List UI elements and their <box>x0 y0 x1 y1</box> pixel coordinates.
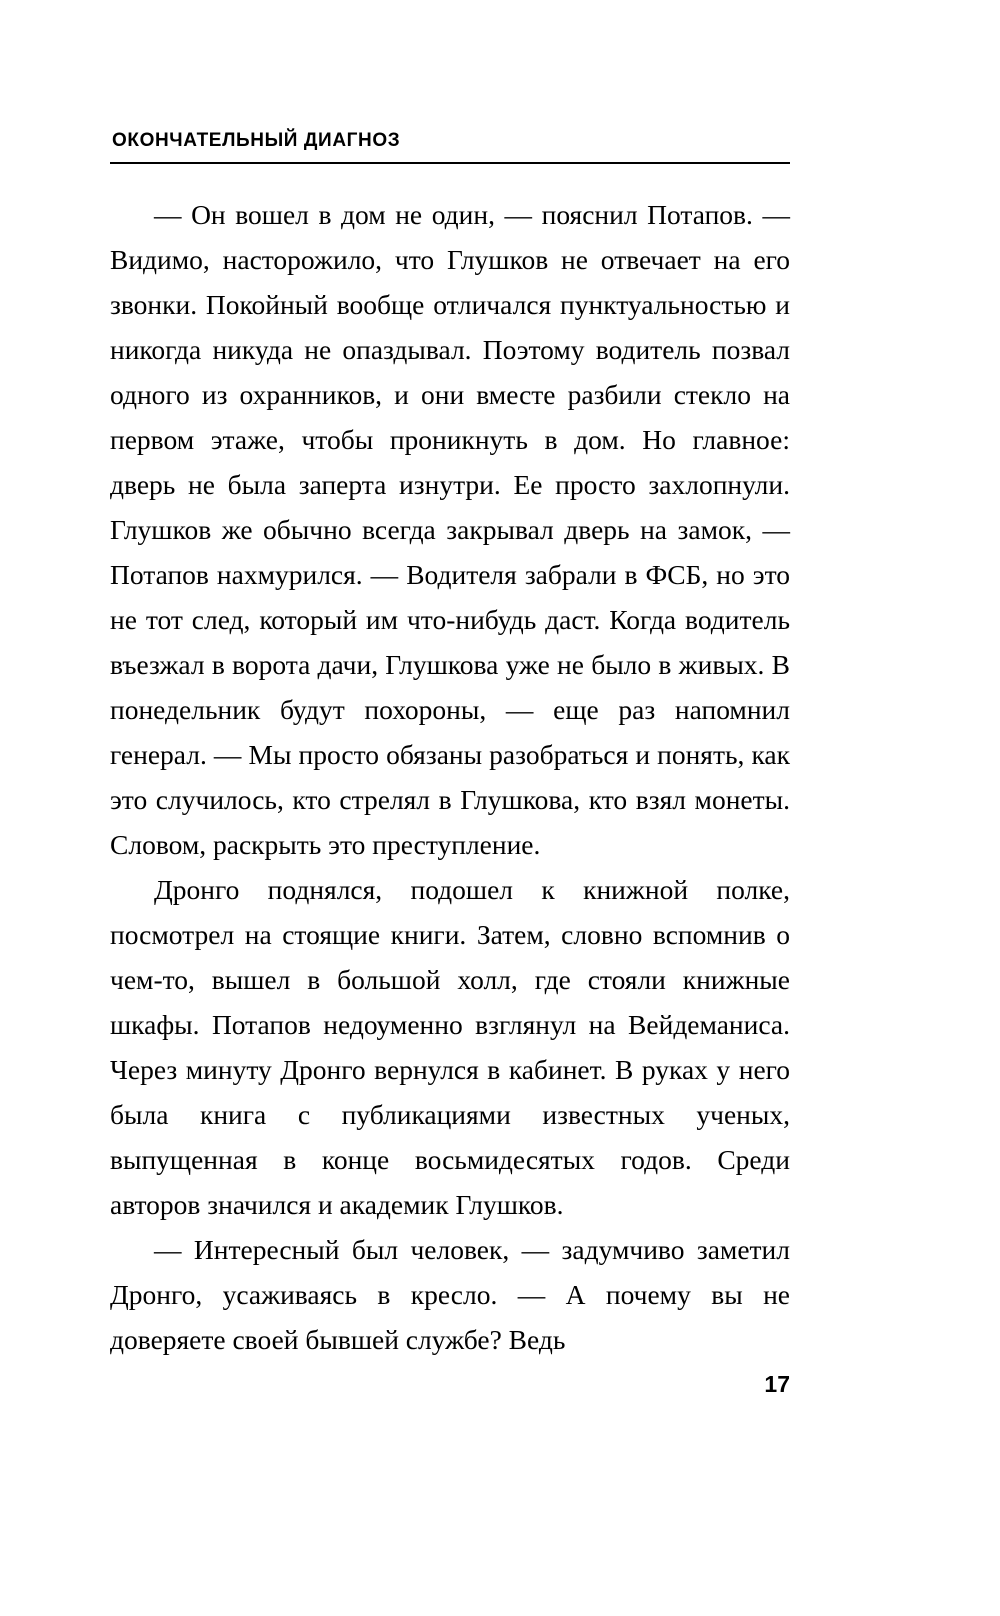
paragraph-3: — Интересный был человек, — задумчиво заметил Дронго, усаживаясь в кресло. — А почему вы не доверяете своей бывшей службе? Ведь <box>110 1234 790 1355</box>
page-content <box>110 130 790 1362</box>
paragraph-2: Дронго поднялся, подошел к книжной полке, посмотрел на стоящие книги. Затем, словно вспомнив о чем-то, вышел в большой холл, где стояли книжные шкафы. Потапов недоуменно взглянул на Вейдеманиса. Через минуту Дронго вернулся в кабинет. В руках у него была книга с публикациями известных ученых, выпущенная в конце восьмидесятых годов. Среди авторов значился и академик Глушков. <box>110 874 790 1220</box>
page-number: 17 <box>764 1371 790 1397</box>
running-head: ОКОНЧАТЕЛЬНЫЙ ДИАГНОЗ <box>112 130 401 151</box>
header-divider <box>110 162 790 164</box>
body-text <box>110 192 790 1362</box>
paragraph-1: — Он вошел в дом не один, — пояснил Потапов. — Видимо, насторожило, что Глушков не отвечает на его звонки. Покойный вообще отличался пунктуальностью и никогда никуда не опаздывал. Поэтому водитель позвал одного из охранников, и они вместе разбили стекло на первом этаже, чтобы проникнуть в дом. Но главное: дверь не была заперта изнутри. Ее просто захлопнули. Глушков же обычно всегда закрывал дверь на замок, — Потапов нахмурился. — Водителя забрали в ФСБ, но это не тот след, который им что-нибудь даст. Когда водитель въезжал в ворота дачи, Глушкова уже не было в живых. В понедельник будут похороны, — еще раз напомнил генерал. — Мы просто обязаны разобраться и понять, как это случилось, кто стрелял в Глушкова, кто взял монеты. Словом, раскрыть это преступление. <box>110 199 790 860</box>
